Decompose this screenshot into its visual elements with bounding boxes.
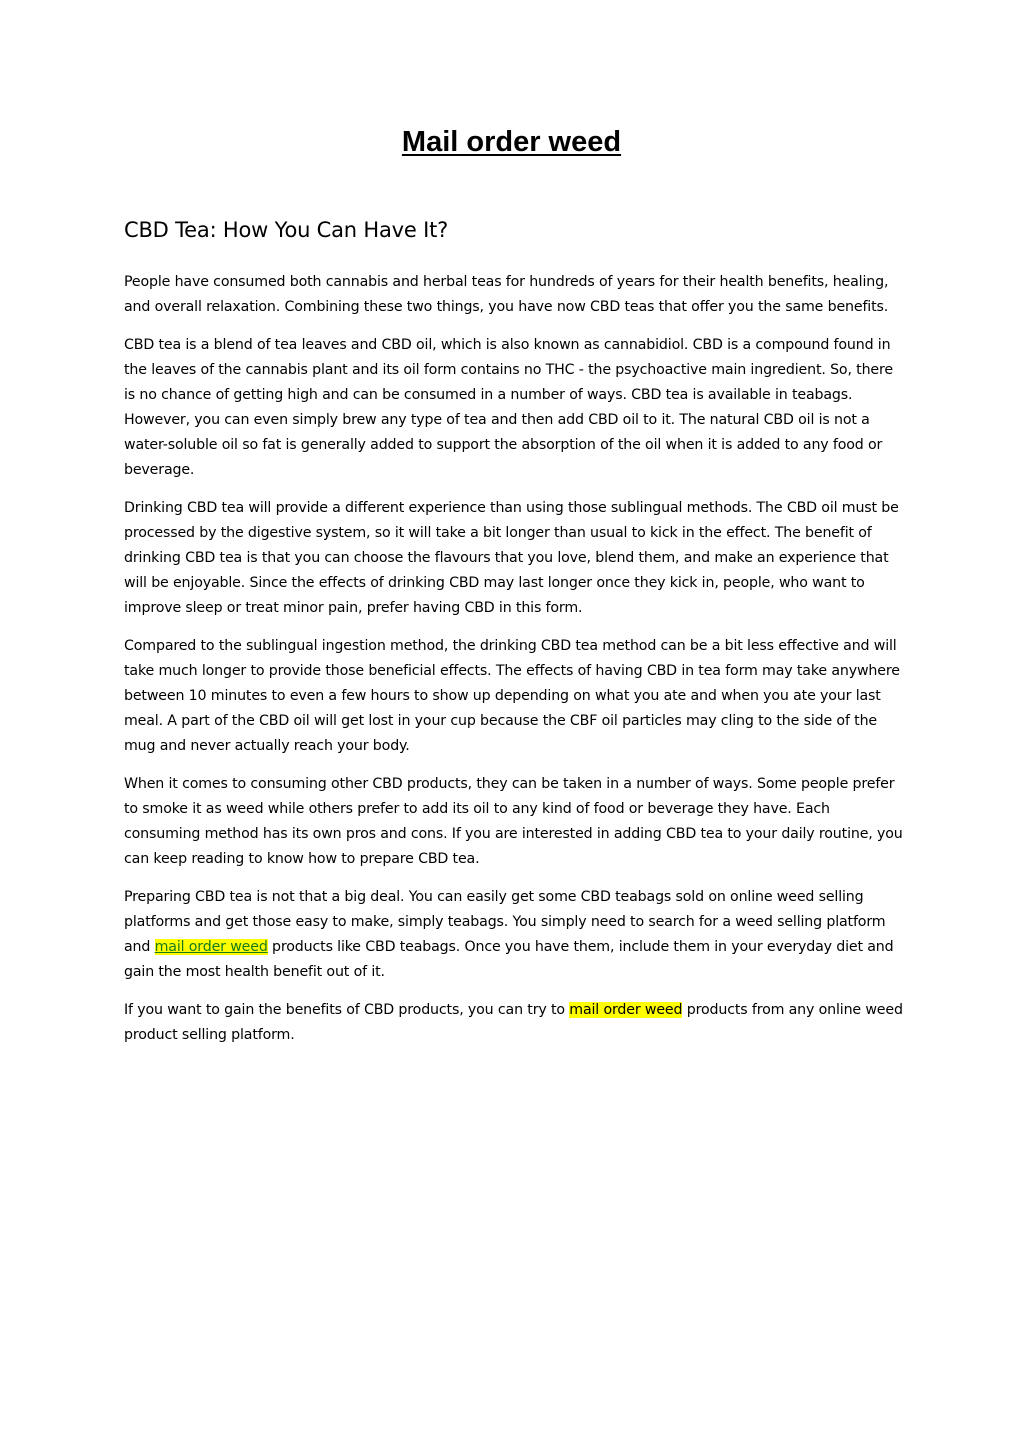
document-title [0, 122, 1023, 162]
section-heading: CBD Tea: How You Can Have It? [124, 218, 449, 242]
paragraph-4: Compared to the sublingual ingestion method, the drinking CBD tea method can be a bit less effective and will take much longer to provide those beneficial effects. The effects of having CBD in tea form may take anywhere between 10 minutes to even a few hours to show up depending on what you ate and when you ate your last meal. A part of the CBD oil will get lost in your cup because the CBF oil particles may cling to the side of the mug and never actually reach your body. [124, 638, 900, 754]
paragraph-2: CBD tea is a blend of tea leaves and CBD oil, which is also known as cannabidiol. CBD is a compound found in the leaves of the cannabis plant and its oil form contains no THC - the psychoactive main ingredient. So, there is no chance of getting high and can be consumed in a number of ways. CBD tea is available in teabags. However, you can even simply brew any type of tea and then add CBD oil to it. The natural CBD oil is not a water-soluble oil so fat is generally added to support the absorption of the oil when it is added to any food or beverage. [124, 337, 893, 478]
paragraph-5: When it comes to consuming other CBD products, they can be taken in a number of ways. Some people prefer to smoke it as weed while others prefer to add its oil to any kind of food or beverage they have. Each consuming method has its own pros and cons. If you are interested in adding CBD tea to your daily routine, you can keep reading to know how to prepare CBD tea. [124, 776, 903, 867]
paragraph-6-text-after: products like CBD teabags. Once you have them, include them in your everyday diet and gain the most health benefit out of it. [124, 939, 894, 980]
paragraph-6 [124, 885, 904, 985]
paragraph-7 [124, 998, 904, 1048]
paragraph-7-text-after: products from any online weed product selling platform. [124, 1002, 903, 1043]
paragraph-3: Drinking CBD tea will provide a different experience than using those sublingual methods. The CBD oil must be processed by the digestive system, so it will take a bit longer than usual to kick in the effect. The benefit of drinking CBD tea is that you can choose the flavours that you love, blend them, and make an experience that will be enjoyable. Since the effects of drinking CBD may last longer once they kick in, people, who want to improve sleep or treat minor pain, prefer having CBD in this form. [124, 500, 899, 616]
paragraph-7-text-before: If you want to gain the benefits of CBD products, you can try to [124, 1002, 570, 1018]
mail-order-weed-highlight: mail order weed [569, 1002, 683, 1018]
document-title-text: Mail order weed [401, 126, 622, 158]
paragraph-1: People have consumed both cannabis and herbal teas for hundreds of years for their health benefits, healing, and overall relaxation. Combining these two things, you have now CBD teas that offer you the same benefits. [124, 274, 889, 315]
document-body [124, 214, 904, 1061]
mail-order-weed-link[interactable]: mail order weed [154, 939, 268, 955]
paragraph-6-text-before: Preparing CBD tea is not that a big deal. You can easily get some CBD teabags sold on online weed selling platforms and get those easy to make, simply teabags. You simply need to search for a weed selling platform and [124, 889, 886, 955]
